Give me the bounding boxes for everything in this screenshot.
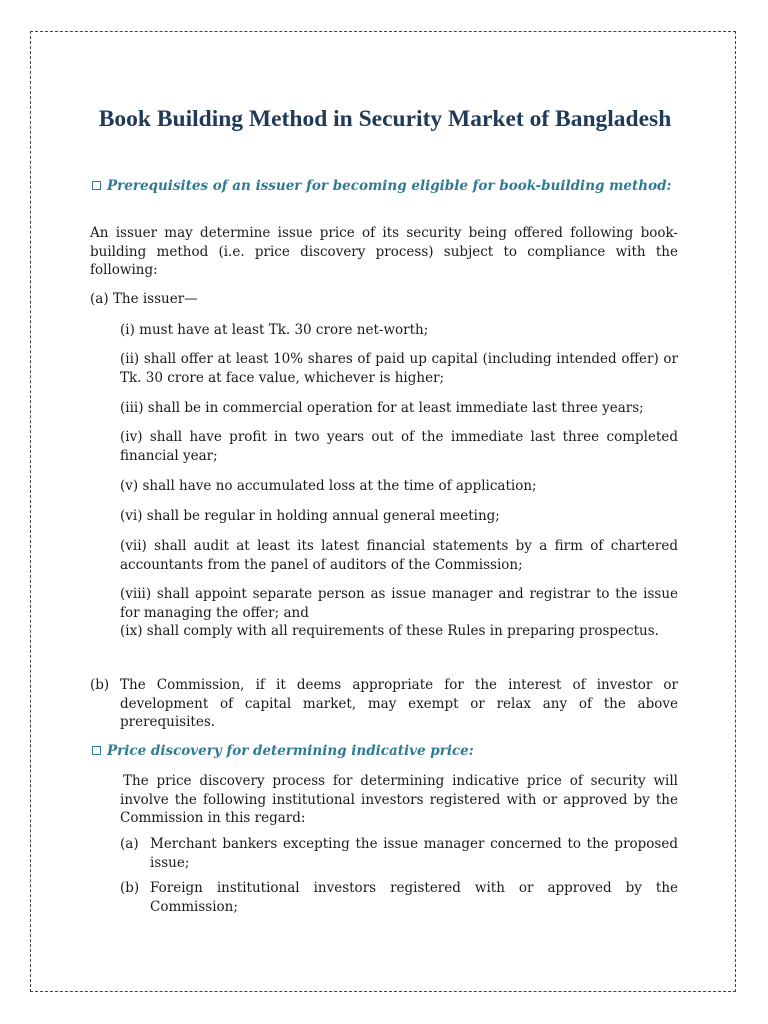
list-item-v: (v) shall have no accumulated loss at the time of application; — [120, 478, 537, 494]
checkbox-bullet-icon — [92, 746, 101, 755]
price-discovery-intro: The price discovery process for determining indicative price of security will involve the following institutional investors registered with or approved by the Commission in this regard: — [120, 773, 678, 826]
list-item-vii: (vii) shall audit at least its latest financial statements by a firm of chartered accountants from the panel of auditors of the Commission; — [120, 538, 678, 573]
section-heading-prerequisites — [92, 178, 678, 195]
clause-b-text: The Commission, if it deems appropriate for the interest of investor or development of capital market, may exempt or relax any of the above prerequisites. — [120, 677, 678, 730]
item-a-text: Merchant bankers excepting the issue manager concerned to the proposed issue; — [150, 836, 678, 871]
clause-b-label: (b) — [90, 677, 110, 693]
list-item-vi: (vi) shall be regular in holding annual general meeting; — [120, 508, 500, 524]
page-title: Book Building Method in Security Market of Bangladesh — [98, 106, 672, 132]
list-item-iv: (iv) shall have profit in two years out of the immediate last three completed financial year; — [120, 429, 678, 464]
section-heading-text: Price discovery for determining indicative price: — [107, 743, 474, 759]
intro-paragraph: An issuer may determine issue price of its security being offered following book-building method (i.e. price discovery process) subject to compliance with the following: — [90, 225, 678, 278]
item-b-label: (b) — [120, 880, 140, 896]
price-discovery-item-a — [120, 835, 678, 872]
list-item-ii: (ii) shall offer at least 10% shares of paid up capital (including intended offer) or Tk. 30 crore at face value, whichever is higher; — [120, 351, 678, 386]
list-item-ix: (ix) shall comply with all requirements of these Rules in preparing prospectus. — [120, 623, 659, 639]
section-heading-price-discovery — [92, 743, 678, 760]
item-a-label: (a) — [120, 836, 139, 852]
clause-b — [90, 676, 678, 732]
section-heading-text: Prerequisites of an issuer for becoming eligible for book-building method: — [107, 178, 672, 194]
price-discovery-item-b — [120, 879, 678, 916]
checkbox-bullet-icon — [92, 181, 101, 190]
list-item-viii: (viii) shall appoint separate person as issue manager and registrar to the issue for managing the offer; and — [120, 586, 678, 621]
list-item-iii: (iii) shall be in commercial operation for at least immediate last three years; — [120, 400, 644, 416]
item-b-text: Foreign institutional investors registered with or approved by the Commission; — [150, 880, 678, 915]
clause-a-label: (a) The issuer— — [90, 291, 198, 307]
list-item-i: (i) must have at least Tk. 30 crore net-worth; — [120, 322, 429, 338]
